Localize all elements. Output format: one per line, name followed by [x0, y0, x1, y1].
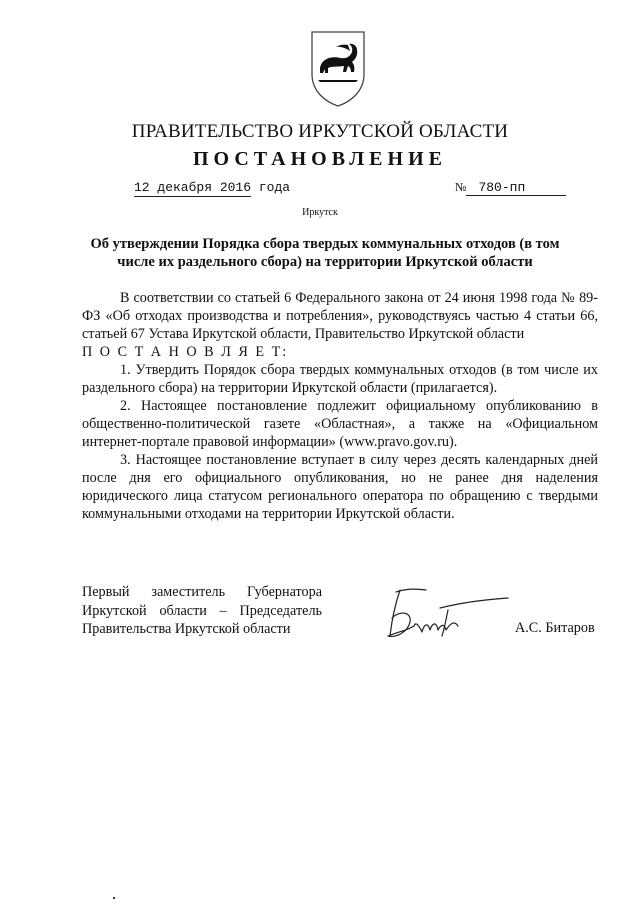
- date-suffix: года: [258, 180, 291, 195]
- government-name: ПРАВИТЕЛЬСТВО ИРКУТСКОЙ ОБЛАСТИ: [131, 121, 509, 142]
- position-line-3: Правительства Иркутской области: [82, 621, 291, 637]
- document-subject: Об утверждении Порядка сбора твердых коммунальных отходов (в том числе их раздельного сбора) на территории Иркутской области: [90, 236, 560, 270]
- date-value: 12 декабря 2016: [134, 180, 252, 195]
- decree-item-1: 1. Утвердить Порядок сбора твердых коммунальных отходов (в том числе их раздельного сбора) на территории Иркутской области (прилагается).: [82, 362, 598, 396]
- city-name: Иркутск: [302, 207, 338, 218]
- coat-of-arms-emblem: [306, 28, 370, 108]
- decree-number: [455, 179, 566, 196]
- signatory-position: [82, 583, 322, 639]
- position-line-2: Иркутской области – Председатель: [82, 602, 322, 619]
- number-value: 780-пп: [466, 180, 566, 196]
- document-body: [82, 289, 598, 523]
- position-line-1: Первый заместитель Губернатора: [82, 584, 322, 600]
- decree-item-3: 3. Настоящее постановление вступает в силу через десять календарных дней после дня его официального опубликования, но не ранее дня наделения юридического лица статусом регионального оператора по обращению с твердыми коммунальными отходами на территории Иркутской области.: [82, 452, 598, 522]
- handwritten-signature: [378, 580, 518, 652]
- document-type-title: ПОСТАНОВЛЕНИЕ: [193, 148, 447, 170]
- decrees-heading: П О С Т А Н О В Л Я Е Т:: [82, 344, 289, 360]
- scan-speck: [113, 897, 115, 899]
- emblem-icon: [306, 28, 370, 108]
- decree-date: [134, 180, 290, 195]
- number-sign: №: [455, 180, 467, 194]
- signatory-name: А.С. Битаров: [515, 620, 595, 636]
- decree-item-2: 2. Настоящее постановление подлежит официальному опубликованию в общественно-политической газете «Областная», а также на «Официальном интернет-портале правовой информации» (www.pravo.gov.ru).: [82, 398, 598, 450]
- preamble-paragraph: В соответствии со статьей 6 Федерального закона от 24 июня 1998 года № 89-ФЗ «Об отходах производства и потребления», руководствуясь частью 4 статьи 66, статьей 67 Устава Иркутской области, Правительство Иркутской области: [82, 290, 598, 342]
